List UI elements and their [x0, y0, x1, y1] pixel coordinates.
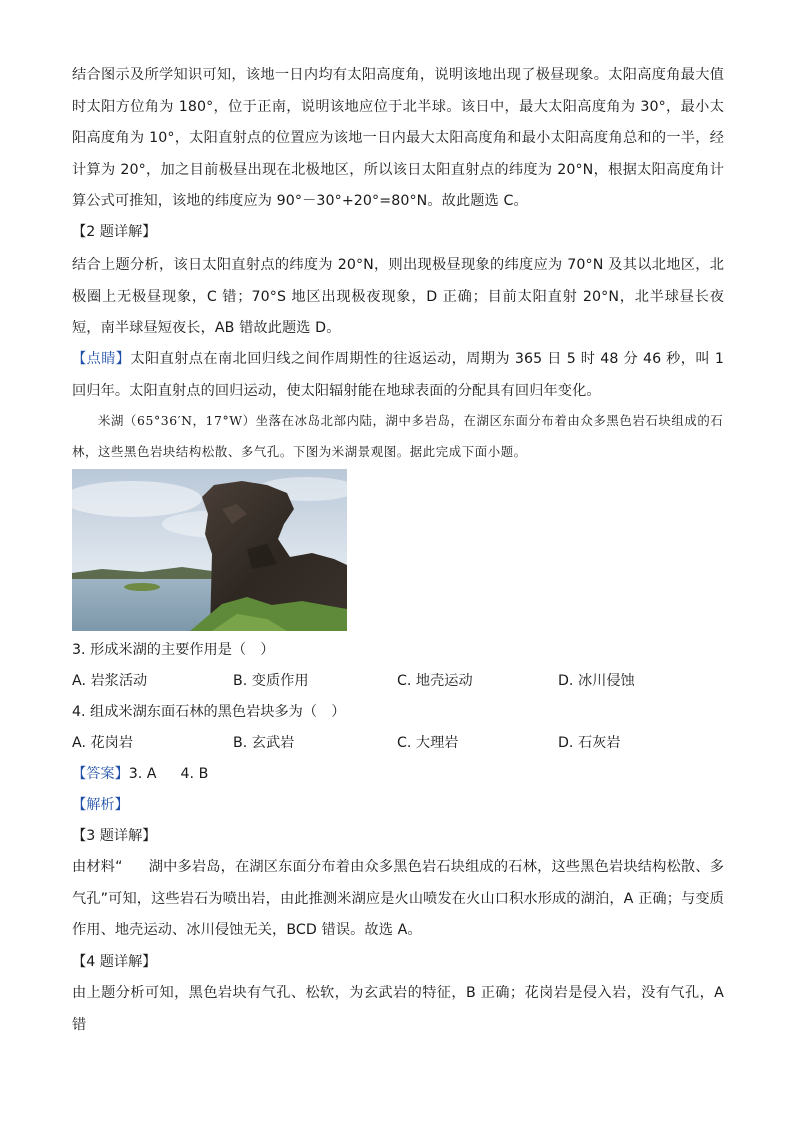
- q4-option-a[interactable]: A. 花岗岩: [72, 735, 134, 751]
- material-text: 米湖（65°36′N，17°W）坐落在冰岛北部内陆，湖中多岩岛，在湖区东面分布着由众多黑色岩石块组成的石林，这些黑色岩块结构松散、多气孔。下图为米湖景观图。据此完成下面小题。: [72, 413, 724, 459]
- paragraph-q1-explanation: 结合图示及所学知识可知，该地一日内均有太阳高度角，说明该地出现了极昼现象。太阳高度角最大值时太阳方位角为 180°，位于正南，说明该地应位于北半球。该日中，最大太阳高度角为 30°，最小太阳高度角为 10°，太阳直射点的位置应为该地一日内最大太阳高度角和最小太阳高度角总和的一半，经计算为 20°，加之目前极昼出现在北极地区，所以该日太阳直射点的纬度为 20°N，根据太阳高度角计算公式可推知，该地的纬度应为 90°－30°+20°=80°N。故此题选 C。: [72, 67, 724, 209]
- answer-label: 【答案】: [72, 766, 129, 782]
- q3-option-d[interactable]: D. 冰川侵蚀: [558, 673, 635, 689]
- q3-quote-open: 由材料“: [72, 859, 123, 875]
- q4-option-c[interactable]: C. 大理岩: [397, 735, 459, 751]
- tip-text: 太阳直射点在南北回归线之间作周期性的往返运动，周期为 365 日 5 时 48 分 46 秒，叫 1 回归年。太阳直射点的回归运动，使太阳辐射能在地球表面的分配具有回归年变化。: [72, 351, 724, 399]
- heading-q3-detail: 【3 题详解】: [72, 828, 157, 844]
- answer-4: 4. B: [180, 766, 209, 782]
- q3-option-b[interactable]: B. 变质作用: [233, 673, 309, 689]
- q4-option-d[interactable]: D. 石灰岩: [558, 735, 621, 751]
- heading-q4-detail: 【4 题详解】: [72, 954, 157, 970]
- q4-option-b[interactable]: B. 玄武岩: [233, 735, 295, 751]
- paragraph-q3-explanation: [72, 852, 724, 947]
- lake-landscape-photo: [72, 469, 347, 631]
- answer-3: 3. A: [128, 766, 157, 782]
- q3-explanation-text: 湖中多岩岛，在湖区东面分布着由众多黑色岩石块组成的石林，这些黑色岩块结构松散、多气孔”可知，这些岩石为喷出岩，由此推测米湖应是火山喷发在火山口积水形成的湖泊，A 正确；与变质作用、地壳运动、冰川侵蚀无关，BCD 错误。故选 A。: [72, 859, 724, 938]
- question-4-options: [72, 733, 724, 753]
- paragraph-q2-explanation: 结合上题分析，该日太阳直射点的纬度为 20°N，则出现极昼现象的纬度应为 70°N 及其以北地区，北极圈上无极昼现象，C 错；70°S 地区出现极夜现象，D 正确；目前太阳直射 20°N，北半球昼长夜短，南半球昼短夜长，AB 错故此题选 D。: [72, 257, 724, 336]
- answer-line: [72, 764, 208, 784]
- analysis-label: 【解析】: [72, 797, 129, 813]
- question-3-options: [72, 671, 724, 691]
- paragraph-q4-explanation: 由上题分析可知，黑色岩块有气孔、松软，为玄武岩的特征，B 正确；花岗岩是侵入岩，没有气孔，A 错: [72, 985, 724, 1033]
- tip-paragraph: [72, 344, 724, 407]
- question-3-stem: 3. 形成米湖的主要作用是（ ）: [72, 642, 275, 658]
- q3-option-a[interactable]: A. 岩浆活动: [72, 673, 148, 689]
- material-paragraph: [72, 405, 724, 467]
- tip-label: 【点睛】: [72, 351, 131, 367]
- heading-q2-detail: 【2 题详解】: [72, 224, 157, 240]
- lake-scene-image: [72, 469, 347, 631]
- question-4-stem: 4. 组成米湖东面石林的黑色岩块多为（ ）: [72, 704, 346, 720]
- q3-option-c[interactable]: C. 地壳运动: [397, 673, 473, 689]
